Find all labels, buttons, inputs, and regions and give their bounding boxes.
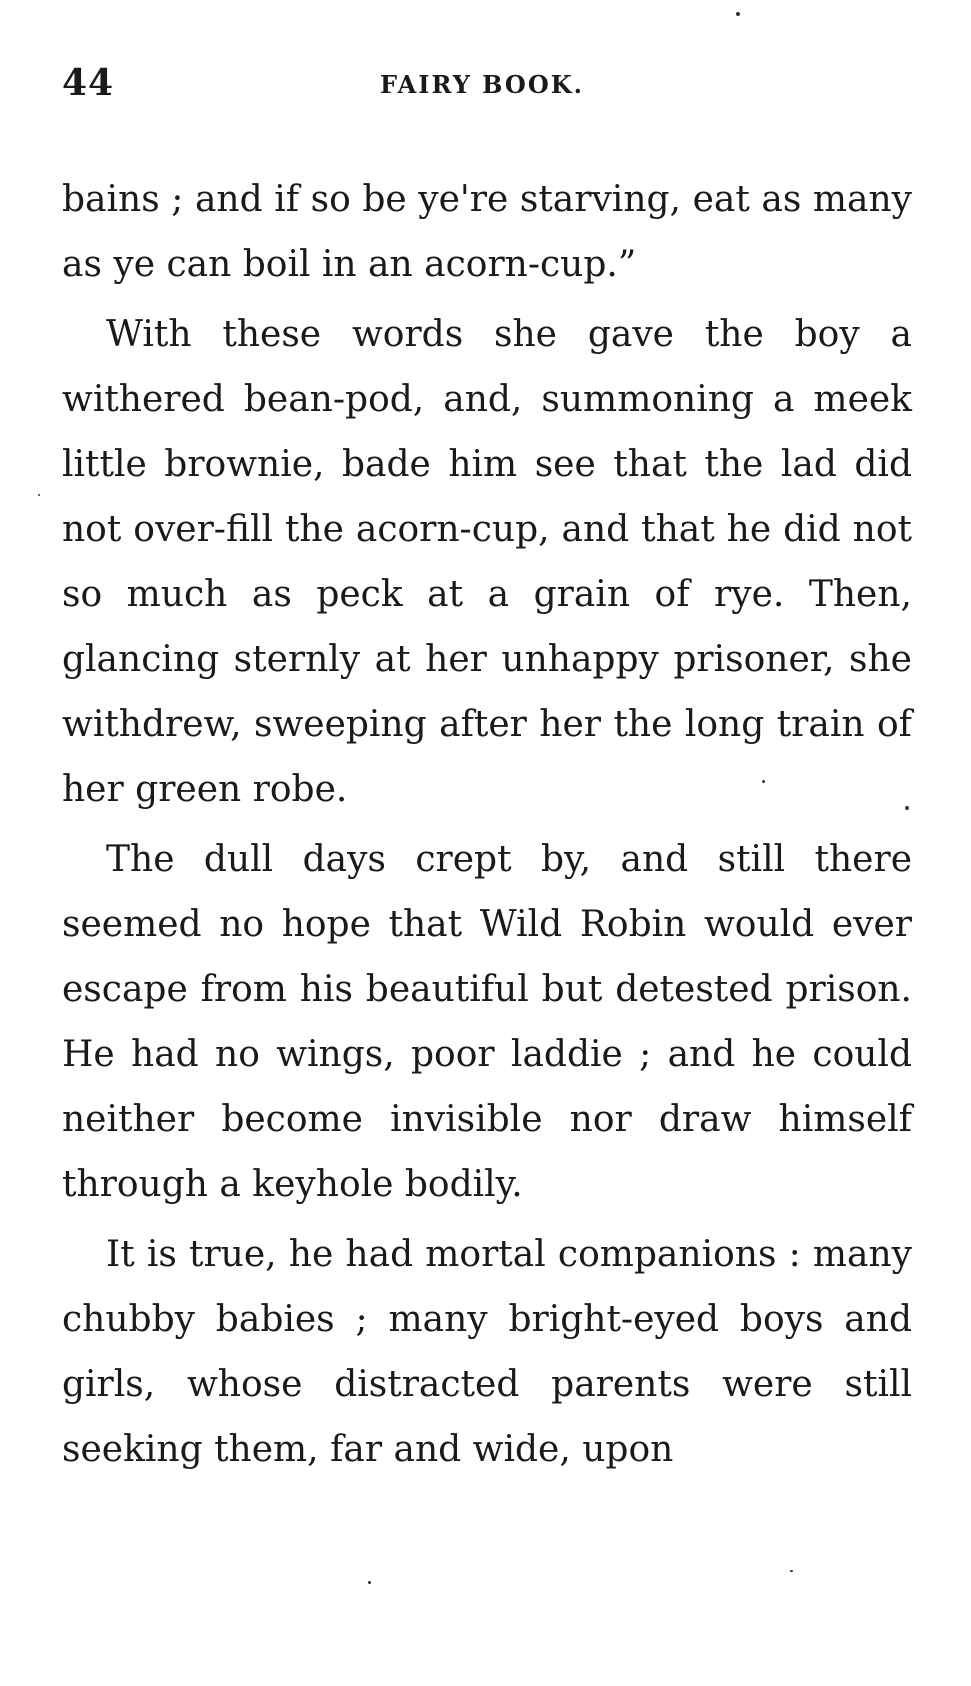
body-text — [62, 167, 912, 1487]
page-number: 44 — [62, 62, 115, 104]
paragraph: The dull days crept by, and still there seemed no hope that Wild Robin would ever escape from his beautiful but detested prison. He had no wings, poor laddie ; and he could neither become invisible nor draw himself through a keyhole bodily. — [62, 839, 912, 1205]
scan-speck — [736, 12, 740, 16]
paragraph: It is true, he had mortal companions : many chubby babies ; many bright-eyed boys and girls, whose distracted parents were still seeking them, far and wide, upon — [62, 1234, 912, 1470]
paragraph: With these words she gave the boy a withered bean-pod, and, summoning a meek little brownie, bade him see that the lad did not over-fill the acorn-cup, and that he did not so much as peck at a grain of rye. Then, glancing sternly at her unhappy prisoner, she withdrew, sweeping after her the long train of her green robe. — [62, 314, 912, 810]
page-header — [62, 62, 912, 106]
scan-speck — [790, 1570, 793, 1572]
running-head: FAIRY BOOK. — [380, 70, 584, 99]
paragraph-continued: bains ; and if so be ye're starving, eat as many as ye can boil in an acorn-cup.” — [62, 179, 912, 285]
scan-speck — [905, 806, 909, 810]
scan-speck — [38, 494, 40, 496]
scan-speck — [368, 1581, 371, 1584]
scan-speck — [762, 780, 765, 783]
